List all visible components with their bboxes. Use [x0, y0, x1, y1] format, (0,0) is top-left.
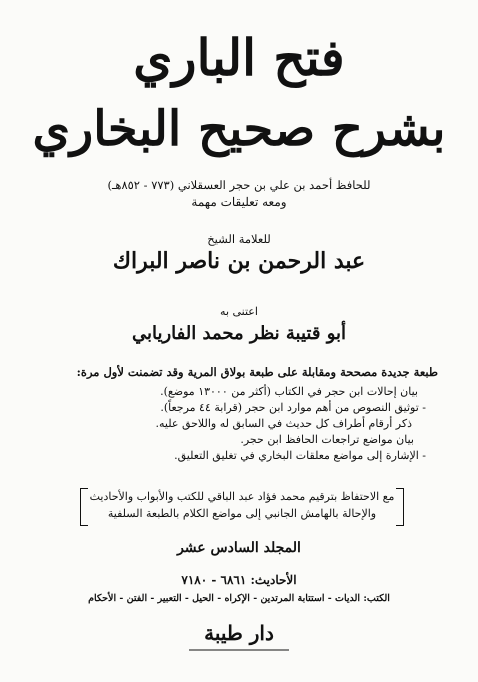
allama-label: للعلامة الشيخ	[207, 232, 271, 246]
books-label: الكتب:	[363, 593, 390, 604]
edition-feature: بيان إحالات ابن حجر في الكتاب (أكثر من ١٣٠٠٠ موضع).	[160, 385, 418, 398]
books-line	[0, 592, 478, 606]
note-bracket-right	[396, 488, 404, 526]
author-line: للحافظ أحمد بن علي بن حجر العسقلاني (٧٧٣ - ٨٥٢هـ)	[107, 178, 371, 192]
publisher-name: دار طيبة	[204, 621, 274, 645]
edition-heading: طبعة جديدة مصححة ومقابلة على طبعة بولاق المرية وقد تضمنت لأول مرة:	[76, 365, 438, 379]
publisher-underline	[189, 648, 289, 652]
numbering-note-line1: مع الاحتفاظ بترقيم محمد فؤاد عبد الباقي للكتب والأبواب والأحاديث	[89, 490, 395, 503]
hadith-range: الأحاديث: ٦٨٦١ - ٧١٨٠	[181, 573, 297, 587]
edition-feature: ذكر أرقام أطراف كل حديث في السابق له واللاحق عليه.	[155, 417, 412, 430]
numbering-note	[88, 488, 396, 526]
edition-feature: - الإشارة إلى مواضع معلقات البخاري في تغليق التعليق.	[174, 449, 426, 462]
curated-by-label: اعتنى به	[220, 305, 258, 318]
edition-feature: - توثيق النصوص من أهم موارد ابن حجر (قرابة ٤٤ مرجعاً).	[160, 401, 426, 414]
books-list: الديات - استتابة المرتدين - الإكراه - الحيل - التعبير - الفتن - الأحكام	[88, 593, 361, 604]
with-comments-line: ومعه تعليقات مهمة	[191, 195, 287, 209]
edition-feature: بيان مواضع تراجعات الحافظ ابن حجر.	[240, 433, 414, 446]
scholar-name: عبد الرحمن بن ناصر البراك	[112, 248, 366, 274]
volume-label: المجلد السادس عشر	[177, 540, 301, 556]
book-title-line2: بشرح صحيح البخاري	[32, 101, 446, 157]
note-bracket-left	[80, 488, 88, 526]
editor-name: أبو قتيبة نظر محمد الفاريابي	[131, 323, 347, 344]
book-title-line1: فتح الباري	[133, 28, 345, 87]
numbering-note-line2: والإحالة بالهامش الجانبي إلى مواضع الكلام بالطبعة السلفية	[107, 507, 377, 520]
edition-features-list	[38, 384, 426, 464]
